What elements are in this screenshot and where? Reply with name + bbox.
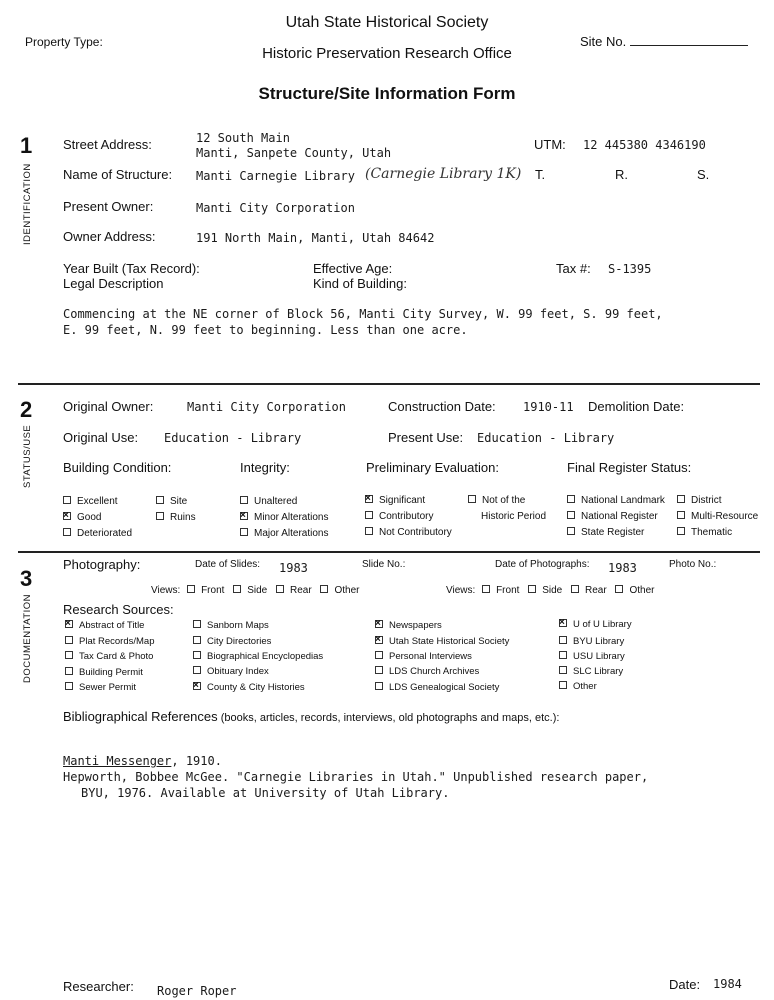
date-of-photographs-value: 1983 bbox=[608, 561, 637, 575]
historic-period-label: Historic Period bbox=[481, 511, 547, 522]
checkbox-box[interactable] bbox=[320, 585, 328, 593]
checkbox-box[interactable] bbox=[559, 636, 567, 644]
checkbox-box[interactable] bbox=[482, 585, 490, 593]
source-tax-card[interactable] bbox=[65, 651, 153, 662]
source-city-directories[interactable] bbox=[193, 636, 271, 647]
checkbox-box[interactable] bbox=[615, 585, 623, 593]
source-usu-library[interactable] bbox=[559, 651, 625, 662]
biblio-entry-1 bbox=[63, 754, 222, 768]
kind-of-building-label: Kind of Building: bbox=[313, 276, 407, 291]
bibliographical-references-label bbox=[63, 709, 559, 724]
checkbox-box[interactable] bbox=[156, 496, 164, 504]
slide-no-label: Slide No.: bbox=[362, 559, 406, 570]
section-2-number: 2 bbox=[20, 397, 33, 422]
checkbox-box[interactable] bbox=[677, 511, 685, 519]
view-side: Side bbox=[542, 585, 563, 596]
checkbox-label: Good bbox=[77, 512, 102, 523]
checkbox-box[interactable] bbox=[65, 651, 73, 659]
checkbox-label: Minor Alterations bbox=[254, 512, 329, 523]
checkbox-not-of-historic-period[interactable] bbox=[468, 495, 525, 506]
checkbox-label: Tax Card & Photo bbox=[79, 651, 154, 662]
view-other: Other bbox=[334, 585, 360, 596]
date-value: 1984 bbox=[713, 977, 742, 991]
checkbox-box[interactable] bbox=[677, 495, 685, 503]
checkbox-box[interactable] bbox=[156, 512, 164, 520]
checkbox-label: National Landmark bbox=[581, 495, 665, 506]
checkbox-box[interactable] bbox=[193, 651, 201, 659]
view-front: Front bbox=[496, 585, 520, 596]
checkbox-label: Site bbox=[170, 496, 188, 507]
org-title: Utah State Historical Society bbox=[285, 14, 489, 31]
checkbox-ruins[interactable] bbox=[156, 512, 196, 523]
structure-name-value: Manti Carnegie Library bbox=[196, 169, 355, 183]
checkbox-label: Not of the bbox=[482, 495, 526, 506]
checkbox-box-checked[interactable] bbox=[240, 512, 248, 520]
source-obituary-index[interactable] bbox=[193, 666, 269, 677]
building-condition-label: Building Condition: bbox=[63, 460, 172, 475]
checkbox-box[interactable] bbox=[193, 620, 201, 628]
view-side: Side bbox=[247, 585, 268, 596]
checkbox-label: Newspapers bbox=[389, 620, 442, 631]
research-sources-label: Research Sources: bbox=[63, 602, 174, 617]
view-rear: Rear bbox=[289, 585, 312, 596]
checkbox-label: State Register bbox=[581, 527, 645, 538]
checkbox-box[interactable] bbox=[375, 666, 383, 674]
photography-label: Photography: bbox=[63, 557, 141, 572]
checkbox-box[interactable] bbox=[63, 528, 71, 536]
biblio-entry-2-line-1: Hepworth, Bobbee McGee. "Carnegie Libraries in Utah." Unpublished research paper, bbox=[63, 770, 649, 784]
date-of-slides-label: Date of Slides: bbox=[195, 559, 261, 570]
site-no-label: Site No. bbox=[580, 34, 627, 49]
source-byu-library[interactable] bbox=[559, 636, 624, 647]
checkbox-label: District bbox=[691, 495, 722, 506]
integrity-label: Integrity: bbox=[240, 460, 290, 475]
checkbox-box[interactable] bbox=[559, 651, 567, 659]
checkbox-label: LDS Genealogical Society bbox=[389, 682, 500, 693]
checkbox-label: U of U Library bbox=[573, 619, 632, 630]
checkbox-label: Other bbox=[573, 681, 597, 692]
checkbox-label: Major Alterations bbox=[254, 528, 329, 539]
street-address-value-2: Manti, Sanpete County, Utah bbox=[196, 146, 392, 160]
checkbox-box[interactable] bbox=[65, 667, 73, 675]
checkbox-box-checked[interactable] bbox=[375, 636, 383, 644]
checkbox-label: Ruins bbox=[170, 512, 196, 523]
legal-description-line-1: Commencing at the NE corner of Block 56, Manti City Survey, W. 99 feet, S. 99 feet, bbox=[63, 307, 663, 321]
slide-views-row bbox=[151, 585, 359, 596]
checkbox-box[interactable] bbox=[559, 666, 567, 674]
construction-date-label: Construction Date: bbox=[388, 399, 496, 414]
checkbox-label: Plat Records/Map bbox=[79, 636, 155, 647]
source-county-city-histories[interactable] bbox=[193, 682, 305, 693]
researcher-value: Roger Roper bbox=[157, 984, 237, 998]
source-biographical[interactable] bbox=[193, 651, 323, 662]
checkbox-label: National Register bbox=[581, 511, 658, 522]
original-use-value: Education - Library bbox=[164, 431, 302, 445]
street-address-value-1: 12 South Main bbox=[196, 131, 290, 145]
checkbox-box[interactable] bbox=[240, 528, 248, 536]
checkbox-label: Multi-Resource bbox=[691, 511, 759, 522]
checkbox-box[interactable] bbox=[233, 585, 241, 593]
checkbox-label: Personal Interviews bbox=[389, 651, 472, 662]
checkbox-label: Thematic bbox=[691, 527, 733, 538]
demolition-date-label: Demolition Date: bbox=[588, 399, 685, 414]
checkbox-box[interactable] bbox=[65, 682, 73, 690]
checkbox-box-checked[interactable] bbox=[63, 512, 71, 520]
original-owner-value: Manti City Corporation bbox=[187, 400, 346, 414]
source-slc-library[interactable] bbox=[559, 666, 623, 677]
biblio-entry-1-rest: , 1910. bbox=[171, 754, 222, 768]
checkbox-box[interactable] bbox=[187, 585, 195, 593]
checkbox-box[interactable] bbox=[528, 585, 536, 593]
view-rear: Rear bbox=[584, 585, 607, 596]
checkbox-label: Contributory bbox=[379, 511, 434, 522]
source-utah-state-historical[interactable] bbox=[375, 636, 509, 647]
photo-views-row bbox=[446, 585, 654, 596]
owner-address-label: Owner Address: bbox=[63, 229, 156, 244]
checkbox-box[interactable] bbox=[193, 636, 201, 644]
checkbox-label: County & City Histories bbox=[207, 682, 305, 693]
checkbox-box-checked[interactable] bbox=[375, 620, 383, 628]
property-type-label: Property Type: bbox=[25, 35, 103, 49]
checkbox-label: BYU Library bbox=[573, 636, 625, 647]
source-sewer-permit[interactable] bbox=[65, 682, 136, 693]
checkbox-box[interactable] bbox=[365, 527, 373, 535]
checkbox-label: Biographical Encyclopedias bbox=[207, 651, 324, 662]
checkbox-label: Building Permit bbox=[79, 667, 143, 678]
source-abstract-of-title[interactable] bbox=[65, 620, 144, 631]
source-plat-records[interactable] bbox=[65, 636, 155, 647]
checkbox-box[interactable] bbox=[375, 651, 383, 659]
construction-date-value: 1910-11 bbox=[523, 400, 574, 414]
s-label: S. bbox=[697, 167, 710, 182]
checkbox-label: Sewer Permit bbox=[79, 682, 137, 693]
checkbox-label: Significant bbox=[379, 495, 426, 506]
site-no-blank[interactable] bbox=[630, 33, 748, 46]
view-front: Front bbox=[201, 585, 225, 596]
present-owner-label: Present Owner: bbox=[63, 199, 154, 214]
checkbox-label: Sanborn Maps bbox=[207, 620, 269, 631]
owner-address-value: 191 North Main, Manti, Utah 84642 bbox=[196, 231, 435, 245]
source-newspapers[interactable] bbox=[375, 620, 442, 631]
checkbox-box[interactable] bbox=[468, 495, 476, 503]
checkbox-label: Unaltered bbox=[254, 496, 298, 507]
checkbox-label: Abstract of Title bbox=[79, 620, 145, 631]
checkbox-deteriorated[interactable] bbox=[63, 528, 132, 539]
structure-name-handwritten: (Carnegie Library 1K) bbox=[365, 166, 522, 182]
present-use-label: Present Use: bbox=[388, 430, 464, 445]
tax-number-value: S-1395 bbox=[608, 262, 652, 276]
biblio-label-detail: (books, articles, records, interviews, old photographs and maps, etc.): bbox=[217, 712, 560, 724]
checkbox-label: Deteriorated bbox=[77, 528, 133, 539]
checkbox-box-checked[interactable] bbox=[365, 495, 373, 503]
year-built-label: Year Built (Tax Record): bbox=[63, 261, 200, 276]
structure-name-label: Name of Structure: bbox=[63, 167, 173, 182]
checkbox-box[interactable] bbox=[567, 527, 575, 535]
biblio-entry-2-line-2: BYU, 1976. Available at University of Utah Library. bbox=[81, 786, 450, 800]
t-label: T. bbox=[535, 167, 546, 182]
effective-age-label: Effective Age: bbox=[313, 261, 393, 276]
original-use-label: Original Use: bbox=[63, 430, 139, 445]
date-of-slides-value: 1983 bbox=[279, 561, 308, 575]
checkbox-box[interactable] bbox=[63, 496, 71, 504]
checkbox-unaltered[interactable] bbox=[240, 496, 297, 507]
legal-description-line-2: E. 99 feet, N. 99 feet to beginning. Less than one acre. bbox=[63, 323, 468, 337]
view-other: Other bbox=[629, 585, 655, 596]
checkbox-box[interactable] bbox=[567, 495, 575, 503]
checkbox-not-contributory[interactable] bbox=[365, 527, 452, 538]
checkbox-good[interactable] bbox=[63, 512, 101, 523]
checkbox-label: LDS Church Archives bbox=[389, 666, 480, 677]
checkbox-label: Excellent bbox=[77, 496, 118, 507]
checkbox-thematic[interactable] bbox=[677, 527, 732, 538]
checkbox-significant[interactable] bbox=[365, 495, 425, 506]
checkbox-box-checked[interactable] bbox=[559, 619, 567, 627]
checkbox-excellent[interactable] bbox=[63, 496, 118, 507]
checkbox-box[interactable] bbox=[375, 682, 383, 690]
checkbox-box[interactable] bbox=[571, 585, 579, 593]
divider-1 bbox=[18, 383, 760, 385]
views-label: Views: bbox=[446, 585, 476, 596]
checkbox-box-checked[interactable] bbox=[193, 682, 201, 690]
utm-label: UTM: bbox=[534, 137, 566, 152]
r-label: R. bbox=[615, 167, 628, 182]
checkbox-box[interactable] bbox=[276, 585, 284, 593]
section-3-number: 3 bbox=[20, 566, 33, 591]
checkbox-label: USU Library bbox=[573, 651, 625, 662]
section-2-label: STATUS/USE bbox=[22, 424, 33, 488]
checkbox-state-register[interactable] bbox=[567, 527, 644, 538]
checkbox-national-landmark[interactable] bbox=[567, 495, 665, 506]
source-lds-church-archives[interactable] bbox=[375, 666, 479, 677]
section-3-label: DOCUMENTATION bbox=[22, 593, 33, 683]
date-of-photographs-label: Date of Photographs: bbox=[495, 559, 590, 570]
checkbox-box[interactable] bbox=[193, 666, 201, 674]
checkbox-box[interactable] bbox=[365, 511, 373, 519]
form-title: Structure/Site Information Form bbox=[258, 84, 516, 103]
checkbox-site[interactable] bbox=[156, 496, 187, 507]
utm-value: 12 445380 4346190 bbox=[583, 138, 706, 152]
checkbox-box[interactable] bbox=[567, 511, 575, 519]
section-1-number: 1 bbox=[20, 133, 33, 158]
source-lds-genealogical[interactable] bbox=[375, 682, 499, 693]
site-no-field[interactable] bbox=[580, 33, 748, 49]
views-label: Views: bbox=[151, 585, 181, 596]
biblio-entry-1-title: Manti Messenger bbox=[63, 754, 172, 768]
date-label: Date: bbox=[669, 977, 701, 992]
present-use-value: Education - Library bbox=[477, 431, 615, 445]
original-owner-label: Original Owner: bbox=[63, 399, 154, 414]
present-owner-value: Manti City Corporation bbox=[196, 201, 355, 215]
section-1-label: IDENTIFICATION bbox=[22, 163, 33, 245]
checkbox-label: SLC Library bbox=[573, 666, 624, 677]
checkbox-box[interactable] bbox=[677, 527, 685, 535]
source-sanborn-maps[interactable] bbox=[193, 620, 269, 631]
checkbox-major-alterations[interactable] bbox=[240, 528, 328, 539]
checkbox-box[interactable] bbox=[559, 681, 567, 689]
tax-number-label: Tax #: bbox=[556, 261, 591, 276]
source-building-permit[interactable] bbox=[65, 667, 143, 678]
researcher-label: Researcher: bbox=[63, 979, 134, 994]
checkbox-label: Not Contributory bbox=[379, 527, 452, 538]
source-personal-interviews[interactable] bbox=[375, 651, 472, 662]
street-address-label: Street Address: bbox=[63, 137, 152, 152]
checkbox-label: Obituary Index bbox=[207, 666, 269, 677]
checkbox-national-register[interactable] bbox=[567, 511, 658, 522]
checkbox-box-checked[interactable] bbox=[65, 620, 73, 628]
checkbox-box[interactable] bbox=[65, 636, 73, 644]
photo-no-label: Photo No.: bbox=[669, 559, 717, 570]
source-other[interactable] bbox=[559, 681, 597, 692]
office-title: Historic Preservation Research Office bbox=[262, 45, 512, 62]
biblio-label-main: Bibliographical References bbox=[63, 709, 218, 724]
divider-2 bbox=[18, 551, 760, 553]
checkbox-district[interactable] bbox=[677, 495, 722, 506]
checkbox-label: City Directories bbox=[207, 636, 272, 647]
preliminary-evaluation-label: Preliminary Evaluation: bbox=[366, 460, 499, 475]
checkbox-box[interactable] bbox=[240, 496, 248, 504]
final-register-label: Final Register Status: bbox=[567, 460, 692, 475]
checkbox-label: Utah State Historical Society bbox=[389, 636, 510, 647]
checkbox-contributory[interactable] bbox=[365, 511, 433, 522]
legal-description-label: Legal Description bbox=[63, 276, 164, 291]
checkbox-multi-resource[interactable] bbox=[677, 511, 758, 522]
checkbox-minor-alterations[interactable] bbox=[240, 512, 328, 523]
source-u-of-u-library[interactable] bbox=[559, 619, 632, 630]
